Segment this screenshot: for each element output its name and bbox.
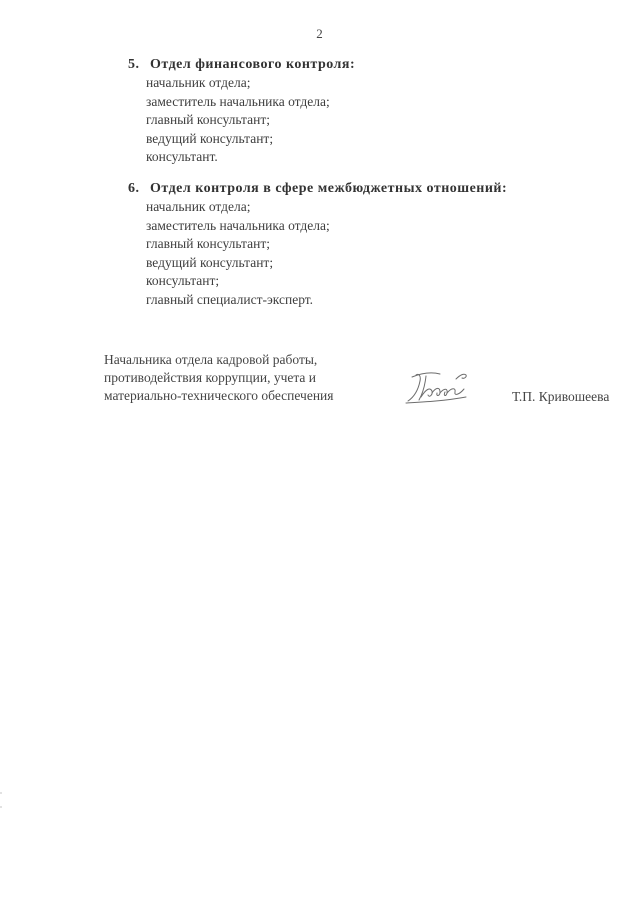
section-title: Отдел финансового контроля: [150, 57, 356, 72]
signer-position-line: Начальника отдела кадровой работы, [104, 352, 318, 367]
section-heading [128, 180, 507, 198]
signer-position-line: материально-технического обеспечения [104, 388, 334, 403]
position-item: консультант; [146, 273, 220, 288]
scan-speck [0, 792, 2, 794]
position-item: главный консультант; [146, 112, 270, 127]
section-financial-control [128, 56, 355, 167]
page-number: 2 [316, 26, 323, 41]
position-item: консультант. [146, 149, 218, 164]
position-item: ведущий консультант; [146, 254, 274, 270]
section-number: 6. [128, 181, 140, 196]
position-item: ведущий консультант; [146, 130, 274, 146]
position-item: заместитель начальника отдела; [146, 93, 330, 109]
section-interbudget-control [128, 180, 507, 309]
position-item: главный специалист-эксперт. [146, 291, 314, 307]
section-number: 5. [128, 57, 140, 72]
signer-position-line: противодействия коррупции, учета и [104, 370, 317, 385]
position-list [128, 198, 507, 309]
position-item: начальник отдела; [146, 75, 251, 90]
signature-block [104, 351, 634, 411]
position-item: начальник отдела; [146, 199, 251, 214]
section-title: Отдел контроля в сфере межбюджетных отношений: [150, 181, 508, 196]
signer-name: Т.П. Кривошеева [512, 389, 610, 404]
signer-position [104, 351, 334, 405]
position-item: главный консультант; [146, 236, 270, 251]
section-heading [128, 56, 355, 74]
handwritten-signature [404, 367, 482, 407]
position-list [128, 74, 355, 167]
position-item: заместитель начальника отдела; [146, 217, 330, 233]
scan-speck [0, 806, 2, 808]
